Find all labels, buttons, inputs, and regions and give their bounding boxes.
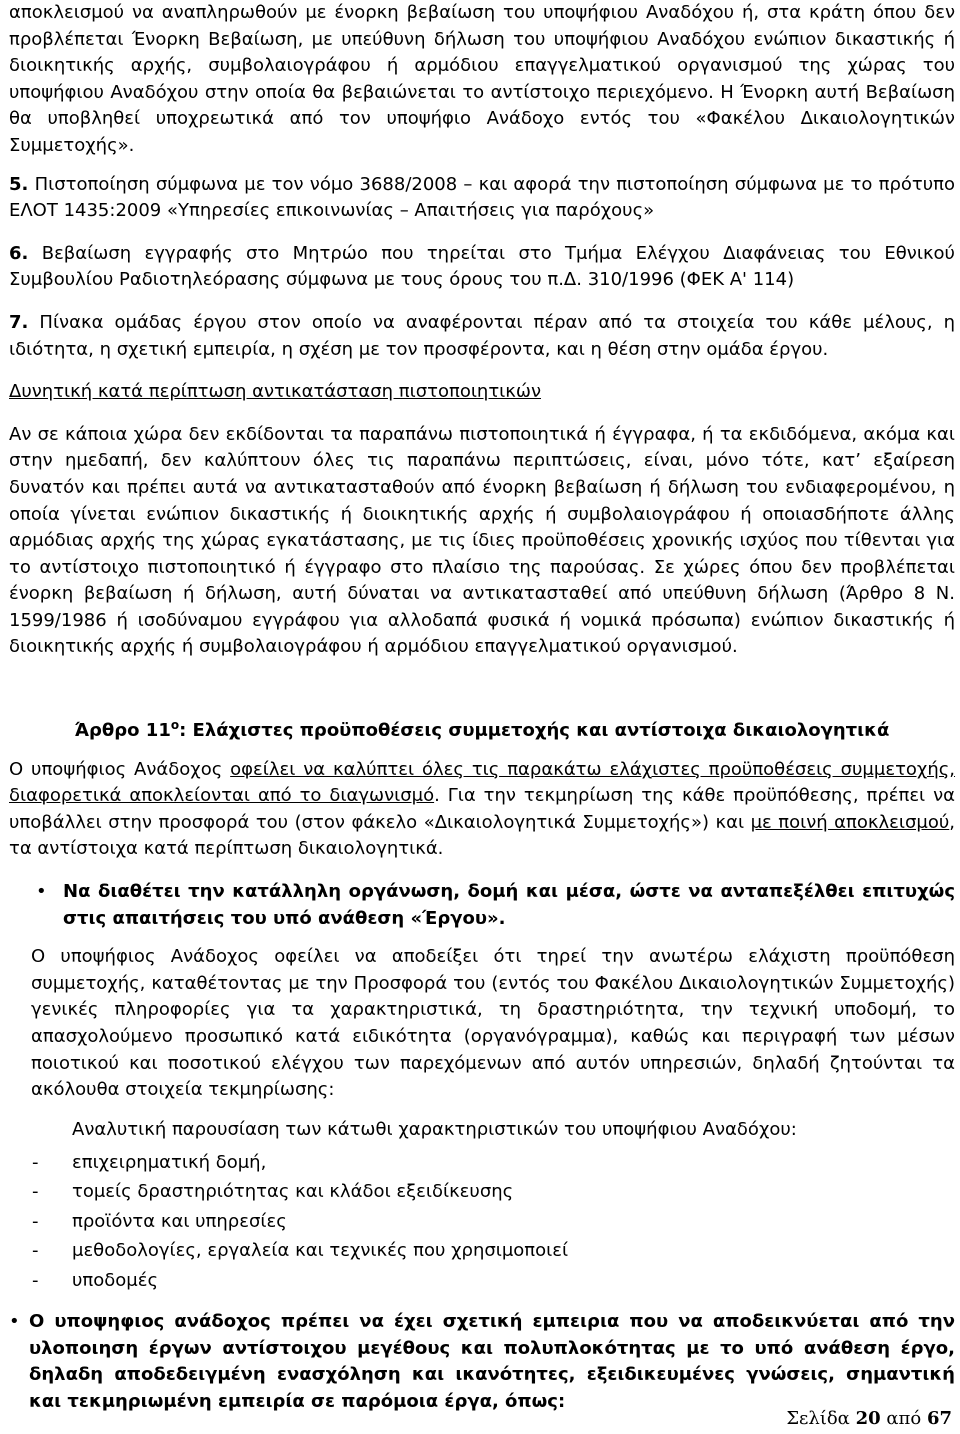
item-6-number: 6.	[9, 242, 29, 264]
page-total: 67	[926, 1408, 952, 1429]
item-7-number: 7.	[9, 311, 29, 333]
item-5-text: Πιστοποίηση σύμφωνα με τον νόμο 3688/2008 – και αφορά την πιστοποίηση σύμφωνα με το πρότυπο ΕΛΟΤ 1435:2009 «Υπηρεσίες επικοινωνίας – Απαιτήσεις για παρόχους»	[9, 173, 955, 222]
article-superscript: ο	[170, 718, 180, 733]
replacement-heading: Δυνητική κατά περίπτωση αντικατάσταση πιστοποιητικών	[9, 381, 541, 403]
dash-list-item: - μεθοδολογίες, εργαλεία και τεχνικές που χρησιμοποιεί	[32, 1240, 569, 1262]
dash-list-item: - υποδομές	[32, 1269, 159, 1291]
bullet-item-experience: • Ο υποψηφιος ανάδοχος πρέπει να έχει σχετική εμπειρια που να αποδεικνύεται από την υλοποιηση έργων αντίστοιχου μεγέθους και πολυπλοκότητας με το υπό ανάθεση έργο, δηλαδη αποδεδειγμένη ενασχόληση και ικανότητες, εξειδικευμένες γνώσεις, σημαντική και τεκμηριωμένη εμπειρία σε παρόμοια έργα, όπως:	[9, 1311, 955, 1413]
item-5	[9, 172, 955, 225]
analysis-intro: Αναλυτική παρουσίαση των κάτωθι χαρακτηριστικών του υποψήφιου Αναδόχου:	[72, 1118, 797, 1140]
item-7-text: Πίνακα ομάδας έργου στον οποίο να αναφέρονται πέραν από τα στοιχεία του κάθε μέλους, η ιδιότητα, η σχετική εμπειρία, η σχέση με τον προσφέροντα, και η θέση στην ομάδα έργου.	[9, 311, 955, 360]
top-paragraph: αποκλεισμού να αναπληρωθούν με ένορκη βεβαίωση του υποψήφιου Αναδόχου ή, στα κράτη όπου δεν προβλέπεται Ένορκη Βεβαίωση, με υπεύθυνη δήλωση του υποψήφιου Αναδόχου ενώπιον δικαστικής ή διοικητικής αρχής, συμβολαιογράφου ή αρμόδιου επαγγελματικού οργανισμού της χώρας του υποψήφιου Αναδόχου στην οποία θα βεβαιώνεται το αντίστοιχο περιεχόμενο. Η Ένορκη αυτή Βεβαίωση θα υποβληθεί υποχρεωτικά από τον υποψήφιο Ανάδοχο εντός του «Φακέλου Δικαιολογητικών Συμμετοχής».	[9, 2, 955, 156]
page-content	[9, 0, 955, 1416]
item-6	[9, 241, 955, 294]
item-7	[9, 310, 955, 363]
page-number: 20	[855, 1408, 881, 1429]
dash-list-item: - τομείς δραστηριότητας και κλάδοι εξειδίκευσης	[32, 1181, 514, 1203]
dash-list-item: - προϊόντα και υπηρεσίες	[32, 1210, 287, 1232]
item-6-text: Βεβαίωση εγγραφής στο Μητρώο που τηρείται στο Τμήμα Ελέγχου Διαφάνειας του Εθνικού Συμβουλίου Ραδιοτηλεόρασης σύμφωνα με τους όρους του π.Δ. 310/1996 (ΦΕΚ Α' 114)	[9, 242, 955, 291]
page-footer: Σελίδα 20 από 67	[786, 1408, 952, 1429]
bullet-icon: •	[9, 1311, 20, 1333]
dash-list-item: - επιχειρηματική δομή,	[32, 1151, 267, 1173]
bullet1-paragraph: Ο υποψήφιος Ανάδοχος οφείλει να αποδείξει ότι τηρεί την ανωτέρω ελάχιστη προϋπόθεση συμμετοχής, καταθέτοντας με την Προσφορά του (εντός του Φακέλου Δικαιολογητικών Συμμετοχής) γενικές πληροφορίες για τα χαρακτηριστικά, τη δραστηριότητα, την τεχνική υποδομή, το απασχολούμενο προσωπικό κατά ειδικότητα (οργανόγραμμα), καθώς και περιγραφή των μέσων ποιοτικού και ποσοτικού ελέγχου των παρεχόμενων από αυτόν υπηρεσιών, δηλαδή ζητούνται τα ακόλουθα στοιχεία τεκμηρίωσης:	[31, 946, 955, 1101]
bullet-icon: •	[36, 881, 47, 903]
item-5-number: 5.	[9, 173, 29, 195]
article-title: Άρθρο $11^o$: Ελάχιστες προϋποθέσεις συμμετοχής και αντίστοιχα δικαιολογητικά	[74, 718, 890, 742]
replacement-paragraph: Αν σε κάποια χώρα δεν εκδίδονται τα παραπάνω πιστοποιητικά ή έγγραφα, ή τα εκδιδόμενα, ακόμα και στην ημεδαπή, δεν καλύπτουν όλες τις παραπάνω περιπτώσεις, είναι, μόνο τότε, κατ’ εξαίρεση δυνατόν και πρέπει αυτά να αντικατασταθούν από ένορκη βεβαίωση ή δήλωση του ενδιαφερομένου, η οποία γίνεται ενώπιον δικαστικής ή διοικητικής αρχής ή συμβολαιογράφου ή οποιασδήποτε άλλης αρμόδιας αρχής της χώρας εγκατάστασης, με τις ίδιες προϋποθέσεις χρονικής ισχύος που τίθενται για το αντίστοιχο πιστοποιητικό ή έγγραφο στο πλαίσιο της παρούσας. Σε χώρες όπου δεν προβλέπεται ένορκη βεβαίωση ή δήλωση, αυτή δύναται να αντικατασταθεί από υπεύθυνη δήλωση (Άρθρο 8 Ν. 1599/1986 ή ισοδύναμου εγγράφου για αλλοδαπά φυσικά ή νομικά πρόσωπα) ενώπιον δικαστικής ή διοικητικής αρχής ή συμβολαιογράφου ή αρμόδιου επαγγελματικού οργανισμού.	[9, 423, 955, 658]
intro-paragraph: Ο υποψήφιος Ανάδοχος οφείλει να καλύπτει όλες τις παρακάτω ελάχιστες προϋποθέσεις συμμετοχής, διαφορετικά αποκλείονται από το διαγωνισμό. Για την τεκμηρίωση της κάθε προϋπόθεσης, πρέπει να υποβάλλει στην προσφορά του (στον φάκελο «Δικαιολογητικά Συμμετοχής») και με ποινή αποκλεισμού, τα αντίστοιχα κατά περίπτωση δικαιολογητικά.	[9, 758, 956, 860]
bullet-item-organization: • Να διαθέτει την κατάλληλη οργάνωση, δομή και μέσα, ώστε να ανταπεξέλθει επιτυχώς στις απαιτήσεις του υπό ανάθεση «Έργου».	[36, 881, 955, 929]
